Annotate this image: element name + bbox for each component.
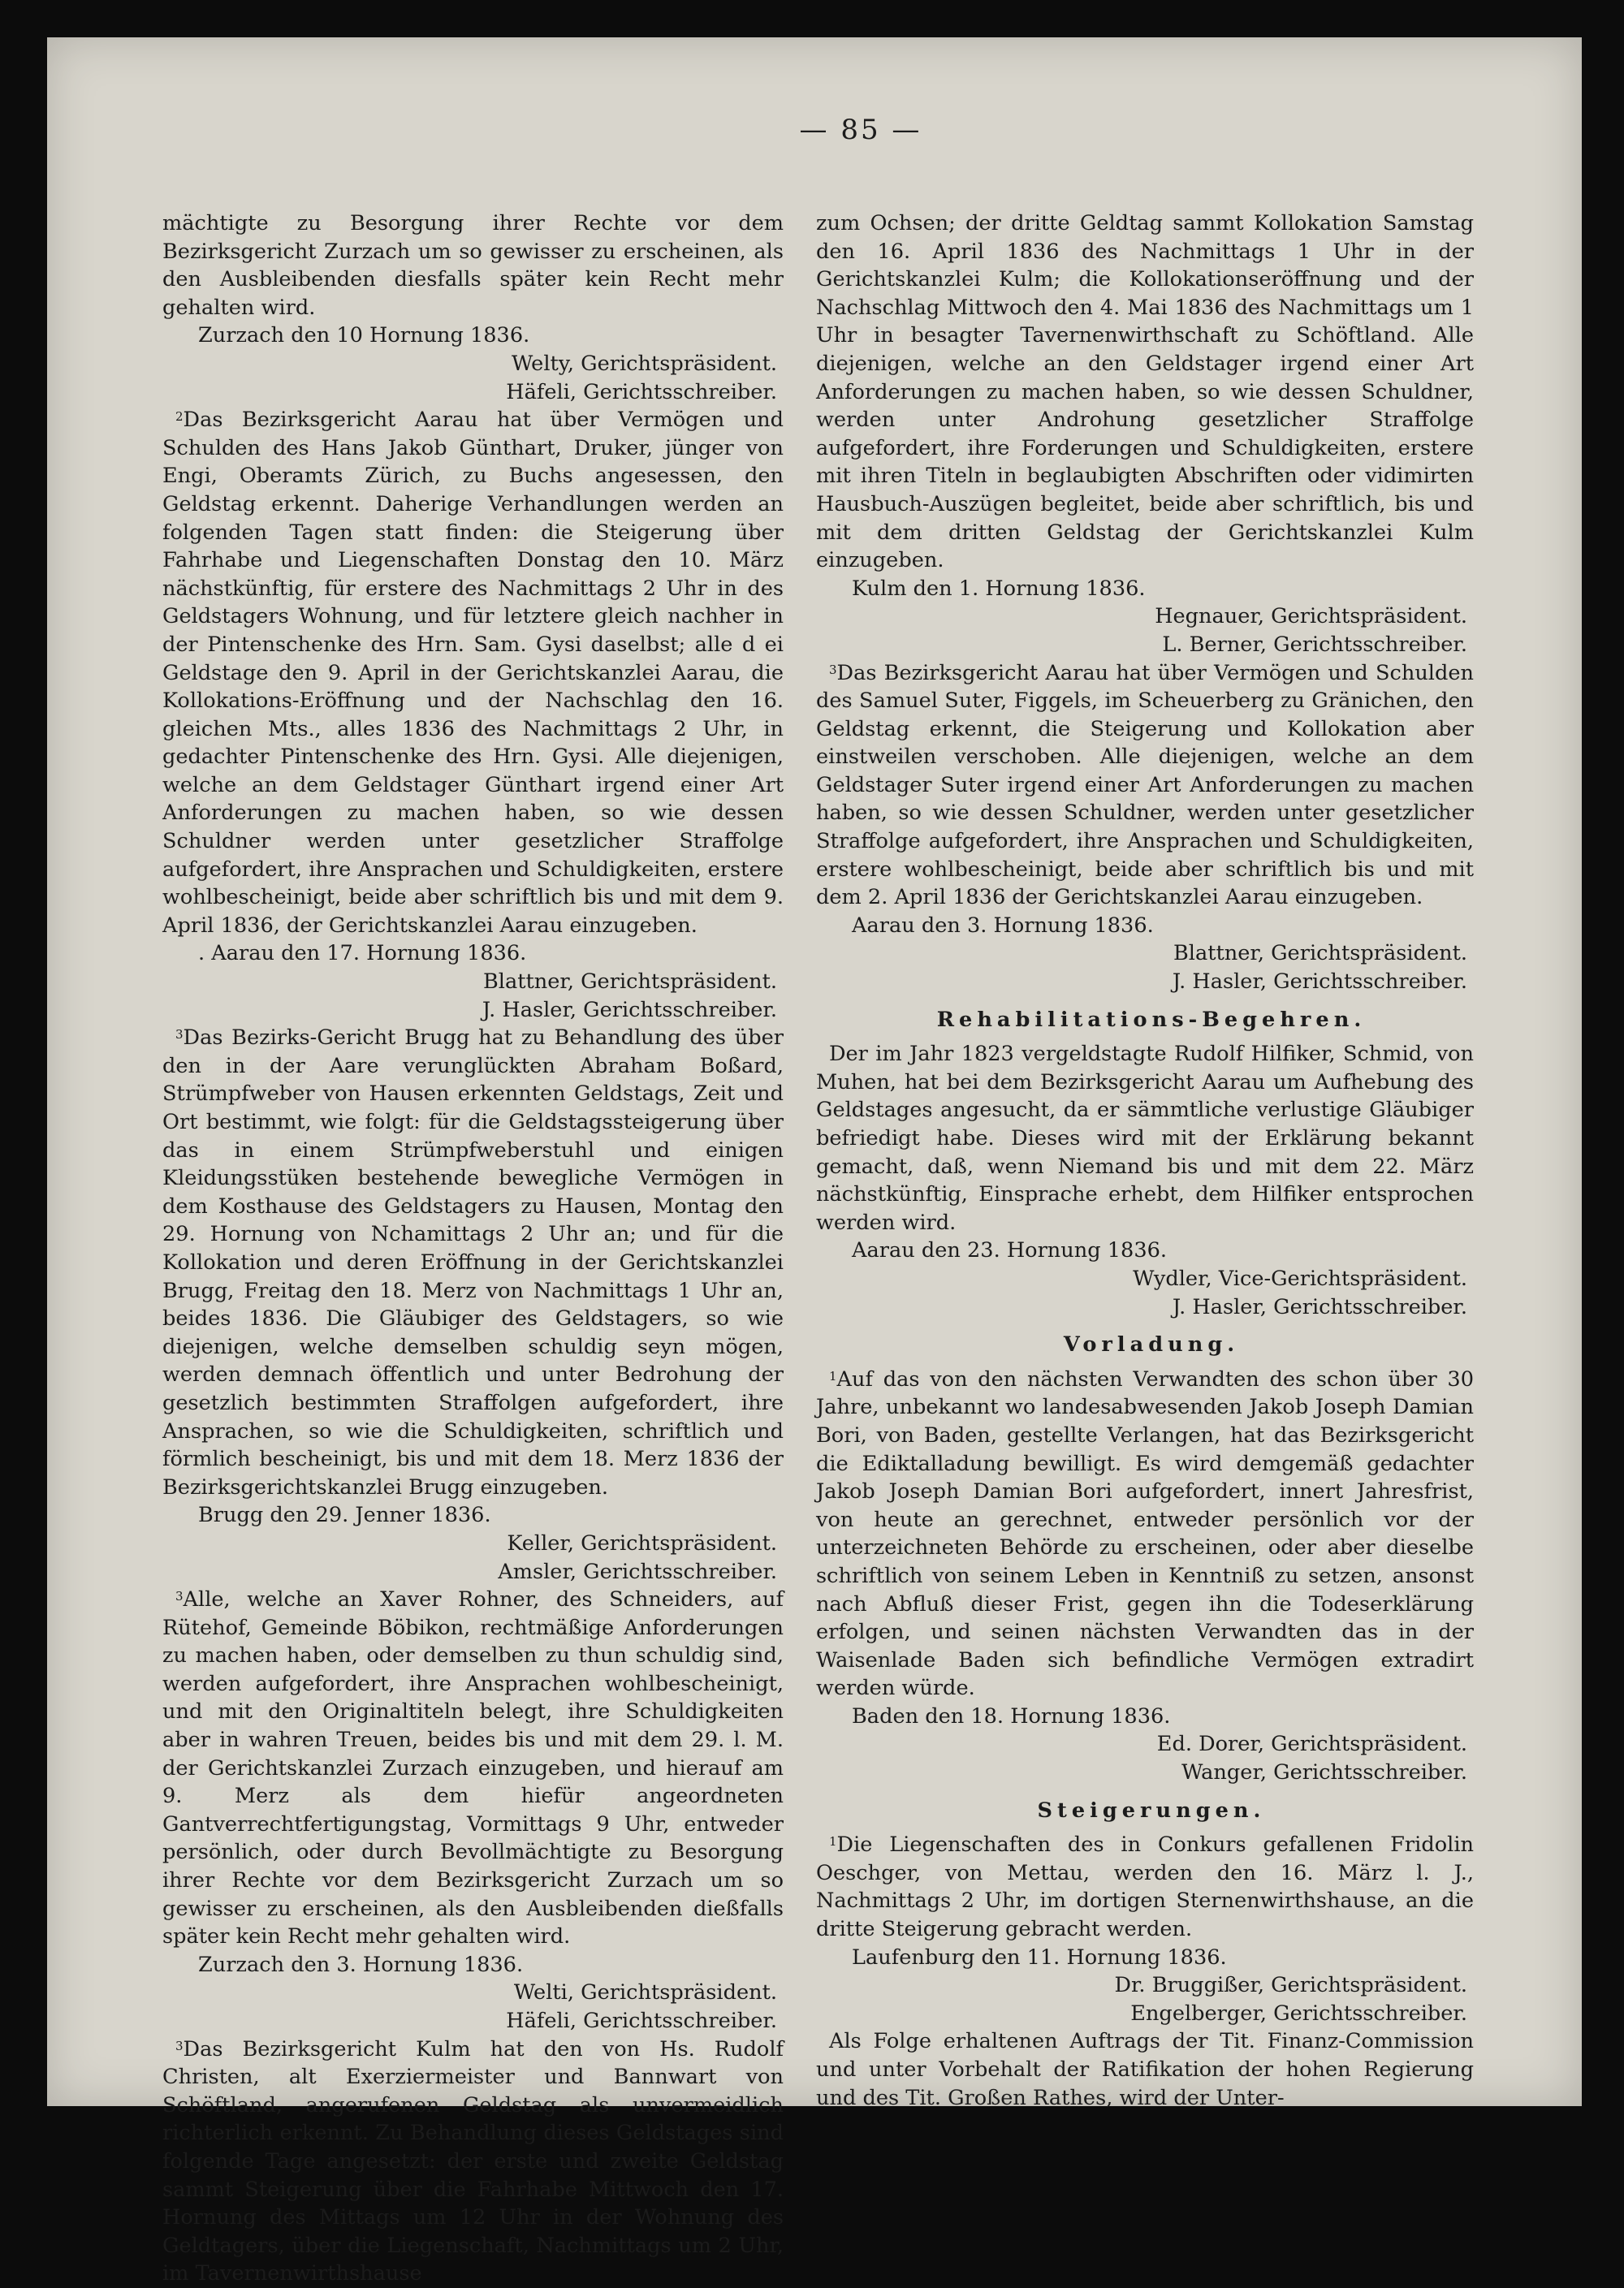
notice-paragraph bbox=[162, 209, 784, 322]
signature-line bbox=[162, 350, 784, 378]
signature-line-text: Ed. Dorer, Gerichtspräsident. bbox=[1156, 1732, 1467, 1757]
dateline-text: Baden den 18. Hornung 1836. bbox=[852, 1703, 1171, 1729]
signature-line-text: Welty, Gerichtspräsident. bbox=[511, 351, 777, 376]
signature-line-text: Hegnauer, Gerichtspräsident. bbox=[1155, 604, 1467, 629]
notice-paragraph-text: zum Ochsen; der dritte Geldtag sammt Kollokation Samstag den 16. April 1836 des Nachmittags 1 Uhr in der Gerichtskanzlei Kulm; die Kollokationseröffnung und der Nachschlag Mittwoch den 4. Mai 1836 des Nachmittags um 1 Uhr in besagter Tavernenwirthschaft zu Schöftland. Alle diejenigen, welche an den Geldstager irgend einer Art Anforderungen zu machen haben, so wie dessen Schuldner, werden unter Androhung gesetzlicher Straffolge aufgefordert, ihre Forderungen und Schuldigkeiten, erstere mit ihren Titeln in beglaubigten Abschriften oder vidimirten Hausbuch-Auszügen begleitet, beide aber schriftlich, bis und mit dem dritten Geldstag der Gerichtskanzlei Kulm einzugeben. bbox=[816, 211, 1474, 573]
dateline bbox=[162, 1501, 784, 1530]
notice-paragraph-text: Das Bezirksgericht Kulm hat den von Hs. Rudolf Christen, alt Exerziermeister und Bannwart von Schöftland, angerufenen Geldstag als unvermeidlich richterlich erkennt. Zu Behandlung dieses Geldstages sind folgende Tage angesetzt: der erste und zweite Geldstag sammt Steigerung über die Fahrhabe Mittwoch den 17. Hornung des Mittags um 12 Uhr in der Wohnung des Geldtagers, über die Liegenschaft, Nachmittags um 2 Uhr, im Tavernenwirthshause bbox=[162, 2036, 784, 2286]
signature-line bbox=[162, 1530, 784, 1558]
signature-line-text: Wydler, Vice-Gerichtspräsident. bbox=[1133, 1266, 1467, 1291]
signature-line-text: Engelberger, Gerichtsschreiber. bbox=[1130, 2001, 1467, 2026]
signature-line-text: Blattner, Gerichtspräsident. bbox=[482, 969, 777, 995]
notice-paragraph bbox=[162, 1024, 784, 1501]
left-column bbox=[162, 209, 784, 2288]
signature-line bbox=[816, 2000, 1474, 2028]
notice-paragraph bbox=[816, 2027, 1474, 2112]
notice-paragraph-text: mächtigte zu Besorgung ihrer Rechte vor dem Bezirksgericht Zurzach um so gewisser zu erscheinen, als den Ausbleibenden diesfalls später kein Recht mehr gehalten wird. bbox=[162, 211, 784, 320]
signature-line bbox=[816, 602, 1474, 631]
notice-paragraph-text: Alle, welche an Xaver Rohner, des Schneiders, auf Rütehof, Gemeinde Böbikon, rechtmäßige Anforderungen zu machen haben, oder demselben zu thun schuldig sind, werden aufgefordert, ihre Ansprachen wohlbescheinigt, und mit den Originaltiteln belegt, ihre Schuldigkeiten aber in wahren Treuen, beides bis und mit dem 29. l. M. der Gerichtskanzlei Zurzach einzugeben, und hierauf am 9. Merz als dem hiefür angeordneten Gantverrechtfertigungstag, Vormittags 9 Uhr, entweder persönlich, oder durch Bevollmächtigte zu Besorgung ihrer Rechte vor dem Bezirksgericht Zurzach um so gewisser zu erscheinen, als den Ausbleibenden dießfalls später kein Recht mehr gehalten wird. bbox=[162, 1587, 784, 1949]
signature-line-text: Blattner, Gerichtspräsident. bbox=[1173, 941, 1467, 966]
signature-line-text: Dr. Bruggißer, Gerichtspräsident. bbox=[1114, 1973, 1467, 1998]
section-heading-text: Steigerungen. bbox=[1037, 1798, 1266, 1823]
signature-line bbox=[162, 1979, 784, 2007]
signature-line bbox=[816, 631, 1474, 659]
dateline-text: Brugg den 29. Jenner 1836. bbox=[198, 1503, 491, 1528]
section-heading-text: Vorladung. bbox=[1063, 1332, 1240, 1358]
signature-line bbox=[162, 996, 784, 1025]
dateline-text: Zurzach den 10 Hornung 1836. bbox=[198, 323, 530, 348]
signature-line-text: Wanger, Gerichtsschreiber. bbox=[1181, 1760, 1467, 1785]
signature-line bbox=[162, 2007, 784, 2035]
dateline-text: Aarau den 23. Hornung 1836. bbox=[852, 1238, 1168, 1263]
notice-marker: 3 bbox=[175, 2038, 184, 2053]
dateline bbox=[816, 1237, 1474, 1265]
dateline bbox=[162, 939, 784, 968]
dateline bbox=[816, 575, 1474, 603]
signature-line-text: Welti, Gerichtspräsident. bbox=[513, 1980, 777, 2005]
notice-paragraph bbox=[816, 1366, 1474, 1703]
section-heading bbox=[816, 1797, 1474, 1825]
notice-paragraph bbox=[816, 659, 1474, 912]
notice-paragraph bbox=[162, 1586, 784, 1951]
notice-paragraph-text: Das Bezirksgericht Aarau hat über Vermögen und Schulden des Hans Jakob Günthart, Druker, jünger von Engi, Oberamts Zürich, zu Buchs angesessen, den Geldstag erkennt. Daherige Verhandlungen werden an folgenden Tagen statt finden: die Steigerung über Fahrhabe und Liegenschaften Donstag den 10. März nächstkünftig, für erstere des Nachmittags 2 Uhr in des Geldstagers Wohnung, und für letztere gleich nachher in der Pintenschenke des Hrn. Sam. Gysi daselbst; alle d ei Geldstage den 9. April in der Gerichtskanzlei Aarau, die Kollokations-Eröffnung und der Nachschlag den 16. gleichen Mts., alles 1836 des Nachmittags 2 Uhr, in gedachter Pintenschenke des Hrn. Gysi. Alle diejenigen, welche an dem Geldstager Günthart irgend einer Art Anforderungen zu machen haben, so wie dessen Schuldner werden unter gesetzlicher Straffolge aufgefordert, ihre Ansprachen und Schuldigkeiten, erstere wohlbescheinigt, beide aber schriftlich bis und mit dem 9. April 1836, der Gerichtskanzlei Aarau einzugeben. bbox=[162, 408, 784, 938]
signature-line bbox=[816, 1971, 1474, 2000]
notice-paragraph-text: Als Folge erhaltenen Auftrags der Tit. Finanz-Commission und unter Vorbehalt der Ratifikation der hohen Regierung und des Tit. Großen Rathes, wird der Unter- bbox=[816, 2029, 1474, 2110]
dateline-text: Kulm den 1. Hornung 1836. bbox=[852, 576, 1146, 601]
notice-paragraph bbox=[162, 2035, 784, 2288]
signature-line-text: J. Hasler, Gerichtsschreiber. bbox=[482, 997, 777, 1022]
dateline bbox=[816, 1944, 1474, 1972]
notice-paragraph bbox=[816, 1040, 1474, 1237]
section-heading bbox=[816, 1331, 1474, 1359]
section-heading-text: Rehabilitations-Begehren. bbox=[936, 1007, 1367, 1032]
notice-paragraph bbox=[162, 406, 784, 939]
notice-paragraph bbox=[816, 1831, 1474, 1943]
notice-paragraph-text: Das Bezirksgericht Aarau hat über Vermögen und Schulden des Samuel Suter, Figgels, im Scheuerberg zu Gränichen, den Geldstag erkennt, die Steigerung und Kollokation aber einstweilen verschoben. Alle diejenigen, welche an dem Geldstager Suter irgend einer Art Anforderungen zu machen haben, so wie dessen Schuldner, werden unter gesetzlicher Straffolge aufgefordert, ihre Ansprachen und Schuldigkeiten, erstere wohlbescheinigt, beide aber schriftlich bis und mit dem 2. April 1836 der Gerichtskanzlei Aarau einzugeben. bbox=[816, 660, 1474, 910]
signature-line bbox=[816, 1730, 1474, 1759]
dateline bbox=[816, 912, 1474, 940]
notice-paragraph-text: Das Bezirks-Gericht Brugg hat zu Behandlung des über den in der Aare verunglückten Abraham Boßard, Strümpfweber von Hausen erkennten Geldstags, Zeit und Ort bestimmt, wie folgt: für die Geldstagssteigerung über das in einem Strümpfweberstuhl und einigen Kleidungsstüken bestehende bewegliche Vermögen in dem Kosthause des Geldstagers zu Hausen, Montag den 29. Hornung von Nchamittags 2 Uhr an; und für die Kollokation und deren Eröffnung in der Gerichtskanzlei Brugg, Freitag den 18. Merz von Nachmittags 1 Uhr an, beides 1836. Die Gläubiger des Geldstagers, so wie diejenigen, welche demselben schuldig seyn mögen, werden demnach öffentlich und unter Bedrohung der gesetzlich bestimmten Straffolgen aufgefordert, ihre Ansprachen, so wie die Schuldigkeiten, schriftlich und förmlich bescheinigt, bis und mit dem 18. Merz 1836 der Bezirksgerichtskanzlei Brugg einzugeben. bbox=[162, 1025, 784, 1500]
notice-paragraph-text: Die Liegenschaften des in Conkurs gefallenen Fridolin Oeschger, von Mettau, werden den 16. März l. J., Nachmittags 2 Uhr, im dortigen Sternenwirthshause, an die dritte Steigerung gebracht werden. bbox=[816, 1833, 1474, 1942]
signature-line-text: J. Hasler, Gerichtsschreiber. bbox=[1172, 969, 1467, 995]
notice-marker: 3 bbox=[829, 662, 837, 677]
notice-paragraph-text: Auf das von den nächsten Verwandten des schon über 30 Jahre, unbekannt wo landesabwesenden Jakob Joseph Damian Bori, von Baden, gestellte Verlangen, hat das Bezirksgericht die Ediktalladung bewilligt. Es wird demgemäß gedachter Jakob Joseph Damian Bori aufgefordert, innert Jahresfrist, von heute an gerechnet, entweder persönlich vor der unterzeichneten Behörde zu erscheinen, oder aber dieselbe schriftlich von seinem Leben in Kenntniß zu setzen, ansonst nach Abfluß dieser Frist, gegen ihn die Todeserklärung erfolgen, und seinen nächsten Verwandten das in der Waisenlade Baden sich befindliche Vermögen extradirt werden würde. bbox=[816, 1366, 1474, 1701]
signature-line bbox=[816, 939, 1474, 968]
dateline-text: Zurzach den 3. Hornung 1836. bbox=[198, 1952, 524, 1977]
signature-line-text: J. Hasler, Gerichtsschreiber. bbox=[1172, 1294, 1467, 1319]
notice-marker: 3 bbox=[175, 1589, 184, 1604]
signature-line-text: L. Berner, Gerichtsschreiber. bbox=[1162, 632, 1467, 657]
signature-line bbox=[816, 1759, 1474, 1787]
dateline bbox=[816, 1703, 1474, 1731]
signature-line-text: Häfeli, Gerichtsschreiber. bbox=[506, 2009, 777, 2033]
dateline-text: Aarau den 3. Hornung 1836. bbox=[852, 913, 1154, 938]
notice-marker: 2 bbox=[175, 409, 184, 425]
signature-line bbox=[162, 1558, 784, 1586]
dateline-text: . Aarau den 17. Hornung 1836. bbox=[198, 941, 527, 966]
notice-marker: 1 bbox=[829, 1368, 837, 1384]
page-number: — 85 — bbox=[799, 114, 922, 146]
notice-paragraph-text: Der im Jahr 1823 vergeldstagte Rudolf Hilfiker, Schmid, von Muhen, hat bei dem Bezirksgericht Aarau um Aufhebung des Geldstages angesucht, da er sämmtliche verlustige Gläubiger befriedigt habe. Dieses wird mit der Erklärung bekannt gemacht, daß, wenn Niemand bis und mit dem 22. März nächstkünftig, Einsprache erhebt, dem Hilfiker entsprochen werden wird. bbox=[816, 1042, 1474, 1235]
signature-line-text: Keller, Gerichtspräsident. bbox=[507, 1530, 777, 1556]
dateline bbox=[162, 1951, 784, 1979]
notice-marker: 1 bbox=[829, 1834, 837, 1850]
notice-paragraph bbox=[816, 209, 1474, 575]
section-heading bbox=[816, 1006, 1474, 1034]
dateline-text: Laufenburg den 11. Hornung 1836. bbox=[852, 1945, 1227, 1970]
signature-line bbox=[816, 968, 1474, 996]
signature-line bbox=[816, 1265, 1474, 1293]
signature-line bbox=[162, 378, 784, 407]
dateline bbox=[162, 322, 784, 350]
signature-line bbox=[816, 1293, 1474, 1322]
notice-marker: 3 bbox=[175, 1027, 184, 1043]
right-column bbox=[816, 209, 1474, 2112]
signature-line-text: Häfeli, Gerichtsschreiber. bbox=[506, 379, 777, 404]
signature-line bbox=[162, 968, 784, 996]
signature-line-text: Amsler, Gerichtsschreiber. bbox=[498, 1559, 777, 1584]
